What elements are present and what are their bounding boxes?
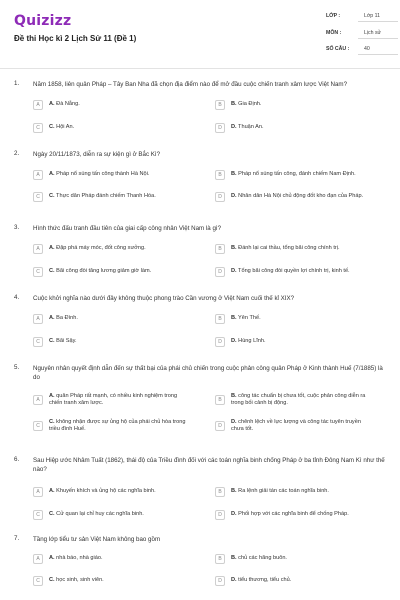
option-letter-box: C bbox=[33, 576, 43, 586]
option-b[interactable]: B B. Đánh lại cai thầu, tổng bãi công chính trị. bbox=[215, 242, 371, 255]
meta-count-label: SỐ CÂU : bbox=[326, 46, 350, 52]
option-letter-box: B bbox=[215, 170, 225, 180]
quizizz-logo: Quizizz bbox=[14, 13, 72, 29]
question-text: Hình thức đấu tranh đầu tiên của giai cấp công nhân Việt Nam là gì? bbox=[33, 225, 222, 232]
option-letter-box: D bbox=[215, 337, 225, 347]
option-letter-box: B bbox=[215, 554, 225, 564]
option-letter-box: B bbox=[215, 314, 225, 324]
option-c[interactable]: C C. Bãi công đòi tăng lương giảm giờ làm. bbox=[33, 265, 189, 278]
option-letter-box: A bbox=[33, 487, 43, 497]
meta-class-value: Lớp 11 bbox=[364, 13, 380, 19]
question-text: Ngày 20/11/1873, diễn ra sự kiện gì ở Bắc Kì? bbox=[33, 151, 161, 158]
option-b[interactable]: B B. chủ các hãng buôn. bbox=[215, 552, 371, 565]
meta-divider bbox=[358, 21, 398, 22]
option-a[interactable]: A A. Pháp nổ súng tấn công thành Hà Nội. bbox=[33, 168, 189, 181]
header-divider bbox=[0, 68, 400, 69]
meta-divider bbox=[358, 54, 398, 55]
question-number: 6. bbox=[14, 456, 20, 463]
meta-count-value: 40 bbox=[364, 46, 370, 52]
option-letter-box: C bbox=[33, 421, 43, 431]
question-text: Năm 1858, liên quân Pháp – Tây Ban Nha đã chọn địa điểm nào để mở đầu cuộc chiến tranh xâm lược Việt Nam? bbox=[33, 81, 348, 88]
question-number: 4. bbox=[14, 294, 20, 301]
question-number: 2. bbox=[14, 150, 20, 157]
option-letter-box: A bbox=[33, 244, 43, 254]
meta-subject-value: Lịch sử bbox=[364, 30, 382, 36]
option-d[interactable]: D D. Nhân dân Hà Nội chủ động đốt kho đạn của Pháp. bbox=[215, 190, 371, 203]
option-d[interactable]: D D. Thuận An. bbox=[215, 121, 371, 134]
option-a[interactable]: A A. Khuyến khích và ủng hộ các nghĩa binh. bbox=[33, 485, 189, 498]
option-letter-box: C bbox=[33, 123, 43, 133]
option-c[interactable]: C C. Hội An. bbox=[33, 121, 189, 134]
option-letter-box: D bbox=[215, 192, 225, 202]
meta-class-label: LỚP : bbox=[326, 13, 341, 19]
option-d[interactable]: D D. chênh lệch về lực lượng và công tác tuyên truyền chưa tốt. bbox=[215, 419, 371, 432]
option-b[interactable]: B B. Gia Định. bbox=[215, 98, 371, 111]
option-a[interactable]: A A. Đà Nẵng. bbox=[33, 98, 189, 111]
question-text: Cuộc khởi nghĩa nào dưới đây không thuộc phong trào Cần vương ở Việt Nam cuối thế kỉ XIX? bbox=[33, 295, 295, 302]
option-letter-box: A bbox=[33, 314, 43, 324]
option-letter-box: A bbox=[33, 554, 43, 564]
option-b[interactable]: B B. Ra lệnh giải tán các toán nghĩa binh. bbox=[215, 485, 371, 498]
option-b[interactable]: B B. Pháp nổ súng tấn công, đánh chiếm Nam Định. bbox=[215, 168, 371, 181]
question-text: Nguyên nhân quyết định dẫn đến sự thất bại của phái chủ chiến trong cuộc phản công quân Pháp ở Kinh thành Huế (7/1885) là do bbox=[33, 365, 383, 381]
option-letter-box: D bbox=[215, 123, 225, 133]
option-b[interactable]: B B. công tác chuẩn bị chưa tốt, cuộc phản công diễn ra trong bối cảnh bị động. bbox=[215, 393, 371, 406]
option-d[interactable]: D D. Tổng bãi công đòi quyền lợi chính trị, kinh tế. bbox=[215, 265, 371, 278]
option-a[interactable]: A A. Ba Đình. bbox=[33, 312, 189, 325]
option-letter-box: B bbox=[215, 100, 225, 110]
option-c[interactable]: C C. Cử quan lại chỉ huy các nghĩa binh. bbox=[33, 508, 189, 521]
option-letter-box: D bbox=[215, 576, 225, 586]
option-letter-box: A bbox=[33, 100, 43, 110]
question-number: 1. bbox=[14, 80, 20, 87]
option-letter-box: A bbox=[33, 170, 43, 180]
option-letter-box: D bbox=[215, 267, 225, 277]
option-d[interactable]: D D. Phối hợp với các nghĩa binh để chống Pháp. bbox=[215, 508, 371, 521]
option-letter-box: B bbox=[215, 395, 225, 405]
option-c[interactable]: C C. Bãi Sậy. bbox=[33, 335, 189, 348]
option-letter-box: D bbox=[215, 421, 225, 431]
option-c[interactable]: C C. học sinh, sinh viên. bbox=[33, 574, 189, 587]
option-d[interactable]: D D. tiểu thương, tiểu chủ. bbox=[215, 574, 371, 587]
option-letter-box: B bbox=[215, 487, 225, 497]
option-letter-box: B bbox=[215, 244, 225, 254]
option-b[interactable]: B B. Yên Thế. bbox=[215, 312, 371, 325]
option-a[interactable]: A A. nhà báo, nhà giáo. bbox=[33, 552, 189, 565]
option-a[interactable]: A A. quân Pháp rất mạnh, có nhiều kinh nghiệm trong chiến tranh xâm lược. bbox=[33, 393, 189, 406]
page-title: Đề thi Học kì 2 Lịch Sử 11 (Đề 1) bbox=[14, 34, 137, 43]
question-number: 3. bbox=[14, 224, 20, 231]
question-number: 5. bbox=[14, 364, 20, 371]
worksheet-header bbox=[0, 0, 400, 68]
option-letter-box: C bbox=[33, 337, 43, 347]
option-letter-box: C bbox=[33, 267, 43, 277]
option-letter-box: A bbox=[33, 395, 43, 405]
question-number: 7. bbox=[14, 535, 20, 542]
option-d[interactable]: D D. Hùng Lĩnh. bbox=[215, 335, 371, 348]
meta-subject-label: MÔN : bbox=[326, 30, 342, 36]
option-a[interactable]: A A. Đập phá máy móc, đốt công xưởng. bbox=[33, 242, 189, 255]
option-letter-box: D bbox=[215, 510, 225, 520]
question-text: Tầng lớp tiểu tư sản Việt Nam không bao gồm bbox=[33, 536, 161, 543]
question-text: Sau Hiệp ước Nhâm Tuất (1862), thái độ của Triều đình đối với các toán nghĩa binh chống Pháp ở ba tỉnh Đông Nam Kì như thế nào? bbox=[33, 457, 385, 473]
option-c[interactable]: C C. không nhận được sự ủng hộ của phái chủ hòa trong triều đình Huế. bbox=[33, 419, 189, 432]
option-c[interactable]: C C. Thực dân Pháp đánh chiếm Thanh Hóa. bbox=[33, 190, 189, 203]
option-letter-box: C bbox=[33, 192, 43, 202]
meta-divider bbox=[358, 38, 398, 39]
option-letter-box: C bbox=[33, 510, 43, 520]
